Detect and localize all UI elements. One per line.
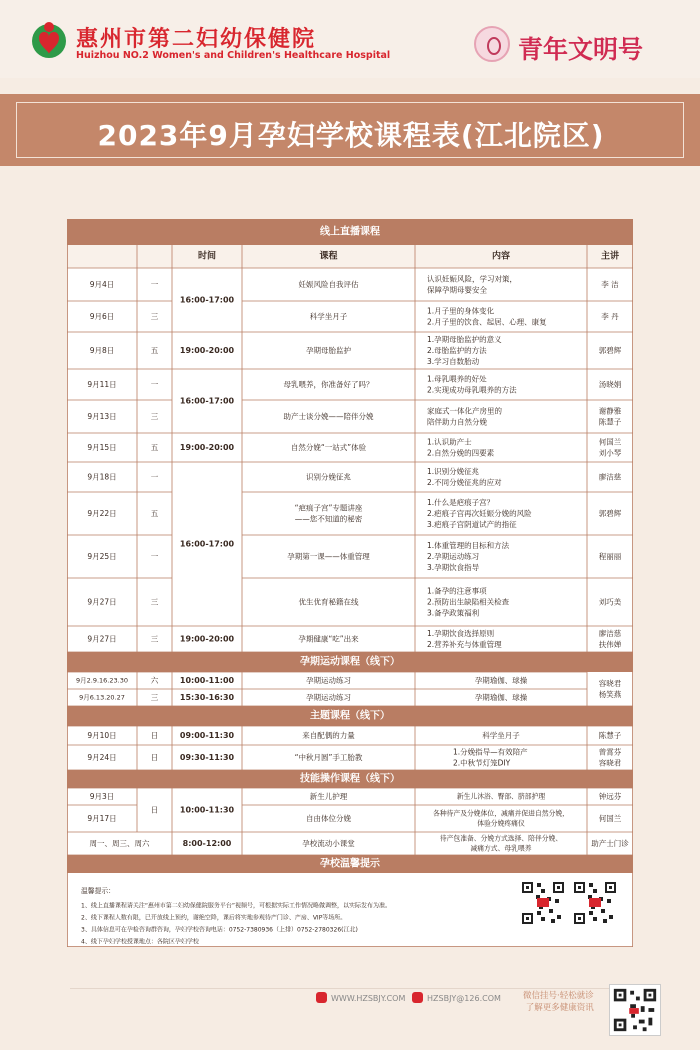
row-weekday: 一 [150,552,159,561]
row-lecturer: 陈慧子 [598,417,622,427]
row-date: 9月15日 [87,443,117,452]
row-weekday: 五 [150,509,159,518]
row-content: 家庭式一体化产房里的 [427,406,502,416]
row-time: 19:00-20:00 [179,346,235,355]
row-time: 15:30-16:30 [179,693,235,702]
row-lecturer: 容晓君 [598,758,622,768]
header-lecturer: 主讲 [600,251,620,262]
row-course: 妊娠风险自我评估 [298,280,359,289]
tips-line: 1、线上直播课程请关注“惠州市第二妇幼保健院服务平台”视频号，可根据实际工作情况略做调整，以实际发布为准。 [81,902,392,910]
row-date: 9月8日 [89,346,115,355]
row-date: 9月17日 [87,814,117,823]
row-date: 9月2.9.16.23.30 [76,676,128,685]
exercise-section-title: 孕期运动课程（线下） [300,656,400,668]
row-content: 2.自然分娩的四要素 [427,448,495,458]
web-icon [316,992,327,1003]
row-content: 陪伴助力自然分娩 [427,417,487,427]
row-date: 9月13日 [87,412,117,421]
row-content: 2.营养补充与体重管理 [427,640,502,649]
row-content: 1.孕期母胎监护的意义 [427,335,502,344]
row-lecturer: 何国兰 [598,437,622,447]
hospital-logo-icon [28,18,70,60]
row-course: “疤痕子宫”专题讲座 [294,503,363,513]
row-lecturer: 扶伟婵 [598,640,622,649]
row-content: 2.疤痕子宫再次妊娠分娩的风险 [427,509,532,518]
row-weekday: 三 [150,693,159,702]
row-date: 9月22日 [87,509,117,518]
row-lecturer: 廖洁慈 [598,629,622,638]
skills-section-title: 技能操作课程（线下） [300,773,400,785]
footer-website[interactable]: WWW.HZSBJY.COM [331,994,406,1003]
header [0,0,700,78]
row-content: 科学坐月子 [482,731,520,740]
row-weekday: 日 [150,753,159,762]
row-weekday: 五 [150,346,159,355]
row-content: 3.疤痕子宫阴道试产的指征 [427,520,517,529]
row-course: 孕期第一课——体重管理 [287,552,370,561]
row-content: 认识妊娠风险，学习对策， [427,274,517,284]
row-weekday: 一 [150,472,159,482]
row-content: 1.什么是疤痕子宫？ [427,498,495,507]
tips-line: 4、线下孕妇学校授课地点：各院区孕妇学校 [81,938,199,946]
row-content: 2.中秋节灯笼DIY [453,758,511,768]
row-lecturer: 谢静雅 [598,406,622,416]
row-weekday: 日 [150,805,159,815]
row-date: 周一、周三、周六 [89,839,150,848]
row-content: 孕期瑜伽、球操 [474,676,528,685]
youth-civilization-title: 青年文明号 [518,35,644,64]
header-course: 课程 [319,251,338,262]
row-time-merged: 16:00-17:00 [179,295,235,305]
online-section-title: 线上直播课程 [320,226,380,238]
row-date: 9月11日 [87,380,117,389]
youth-civilization-badge-icon [474,26,510,62]
row-lecturer: 刘巧美 [598,597,622,607]
row-course: 优生优育秘籍在线 [298,597,359,607]
row-weekday: 三 [150,634,159,644]
email-icon [412,992,423,1003]
row-date: 9月27日 [87,634,117,644]
row-lecturer: 钟远芬 [598,792,622,801]
row-content: 1.备孕的注意事项 [427,586,487,596]
row-course: 来自配偶的力量 [302,731,355,740]
row-lecturer: 何国兰 [598,814,622,823]
row-time: 10:00-11:30 [179,805,235,815]
row-course: 母乳喂养，你准备好了吗？ [283,380,374,389]
row-time-merged: 16:00-17:00 [179,396,235,406]
row-weekday: 三 [150,412,159,421]
row-weekday: 三 [150,312,159,321]
row-lecturer: 杨笑燕 [598,690,622,699]
row-lecturer: 李 丹 [601,312,619,321]
row-content: 1.认识助产士 [427,437,472,447]
row-weekday: 五 [150,443,159,452]
row-content: 2.月子里的饮食、起居、心理、康复 [427,317,547,327]
row-date: 9月10日 [87,731,117,740]
row-course: 自然分娩“一站式”体验 [290,443,367,452]
row-lecturer: 刘小琴 [598,448,622,458]
footer-qr-code-icon[interactable] [609,984,661,1036]
row-time: 10:00-11:00 [179,676,235,685]
tips-line: 3、具体信息可在孕检咨询群咨询，孕妇学校咨询电话：0752-7380936（上排）0752-2780326(江北) [81,926,358,934]
row-content: 2.预防出生缺陷相关检查 [427,597,510,607]
row-course: 助产士谈分娩——陪伴分娩 [283,412,374,421]
row-lecturer: 助产士门诊 [591,839,629,848]
row-lecturer: 容晓君 [598,679,622,688]
row-date: 9月3日 [89,792,115,801]
row-course: 孕期运动练习 [306,676,351,685]
theme-section-title: 主题课程（线下） [310,710,390,722]
tips-section-title: 孕校温馨提示 [320,858,380,870]
row-lecturer: 陈慧子 [598,731,622,740]
header-time: 时间 [197,251,217,262]
row-time: 19:00-20:00 [179,634,235,644]
row-date: 9月27日 [87,597,117,607]
row-content: 1.孕期饮食选择原则 [427,629,495,638]
row-time: 19:00-20:00 [179,443,235,452]
column-header-row [67,245,633,268]
row-content: 新生儿沐浴、臀部、脐部护理 [456,792,546,801]
title-frame [16,102,684,158]
row-course: 孕期母胎监护 [306,346,351,355]
row-date: 9月24日 [87,753,117,762]
row-lecturer: 程丽丽 [598,552,622,561]
header-content: 内容 [491,251,511,262]
row-time: 8:00-12:00 [182,839,232,848]
hospital-name: 惠州市第二妇幼保健院 [76,27,317,52]
row-content: 体验分娩疼痛仪 [477,819,525,828]
footer-divider [70,988,630,989]
row-lecturer: 廖洁慈 [598,472,622,482]
row-content: 待产包准备、分娩方式选择、陪伴分娩、 [439,834,563,843]
row-course: 新生儿护理 [309,792,348,801]
row-content: 2.实现成功母乳喂养的方法 [427,385,517,395]
row-course: 自由体位分娩 [306,814,351,823]
footer [0,966,700,1050]
row-content: 保障孕期母婴安全 [427,285,487,295]
row-content: 1.母乳喂养的好处 [427,374,487,384]
row-course: “中秋月圆”手工胎教 [294,753,363,762]
tips-line: 2、线下课程人数有限，已开放线上预约，谢绝空降，课后将实地参观待产门诊、产房、VIP等场所。 [81,914,347,922]
row-date: 9月25日 [87,552,117,561]
footer-email[interactable]: HZSBJY@126.COM [427,994,501,1003]
row-content: 2.孕期运动练习 [427,552,480,561]
row-content: 3.学习自数胎动 [427,357,480,366]
row-content: 2.母胎监护的方法 [427,346,487,355]
row-content: 减痛方式、母乳喂养 [470,844,532,853]
row-date: 9月6.13.20.27 [79,693,125,702]
row-content: 孕期瑜伽、球操 [474,693,528,702]
row-content: 1.体重管理的目标和方法 [427,541,510,550]
row-content: 1.月子里的身体变化 [427,306,495,316]
row-content: 1.识别分娩征兆 [427,467,480,476]
row-content: 各种待产及分娩体位，减痛并促进自然分娩， [433,809,569,818]
row-content: 2.不同分娩征兆的应对 [427,478,502,487]
footer-slogan [523,990,594,1014]
row-time: 09:00-11:30 [179,731,235,740]
row-date: 9月4日 [89,280,115,289]
row-course: 识别分娩征兆 [306,472,351,482]
schedule-panel [67,219,633,947]
row-weekday: 六 [150,676,159,685]
row-course: ——您不知道的秘密 [294,514,363,524]
footer-slogan-line-1: 微信挂号·轻松就诊 [523,991,594,1001]
qr-code-icon[interactable] [573,881,617,925]
row-time-merged: 16:00-17:00 [179,539,235,549]
row-weekday: 三 [150,597,159,607]
page-title: 2023年9月孕妇学校课程表(江北院区) [97,119,605,152]
hospital-name-en: Huizhou NO.2 Women's and Children's Healthcare Hospital [76,50,391,61]
row-content: 3.备孕政策福利 [427,608,480,618]
row-time: 09:30-11:30 [179,753,235,762]
row-course: 科学坐月子 [309,312,348,321]
row-lecturer: 郭碧辉 [598,346,622,355]
row-weekday: 一 [150,280,159,289]
row-course: 孕期健康“吃”出来 [298,634,359,644]
row-lecturer: 曾霄芬 [598,747,622,757]
row-date: 9月6日 [89,312,115,321]
row-course: 孕校流动小课堂 [302,839,355,848]
row-lecturer: 李 洁 [601,280,619,289]
schedule-table [67,219,633,947]
row-weekday: 日 [150,731,159,740]
title-banner [0,94,700,166]
tips-heading: 温馨提示： [81,887,115,895]
row-weekday: 一 [150,380,159,389]
row-content: 3.孕期饮食指导 [427,563,480,572]
qr-code-icon[interactable] [521,881,565,925]
footer-slogan-line-2: 了解更多健康资讯 [525,1003,594,1013]
row-lecturer: 郭碧辉 [598,509,622,518]
row-lecturer: 汤晓娟 [598,380,622,389]
row-course: 孕期运动练习 [306,693,351,702]
row-content: 1.分娩指导—有效陪产 [453,747,528,757]
row-date: 9月18日 [87,472,117,482]
